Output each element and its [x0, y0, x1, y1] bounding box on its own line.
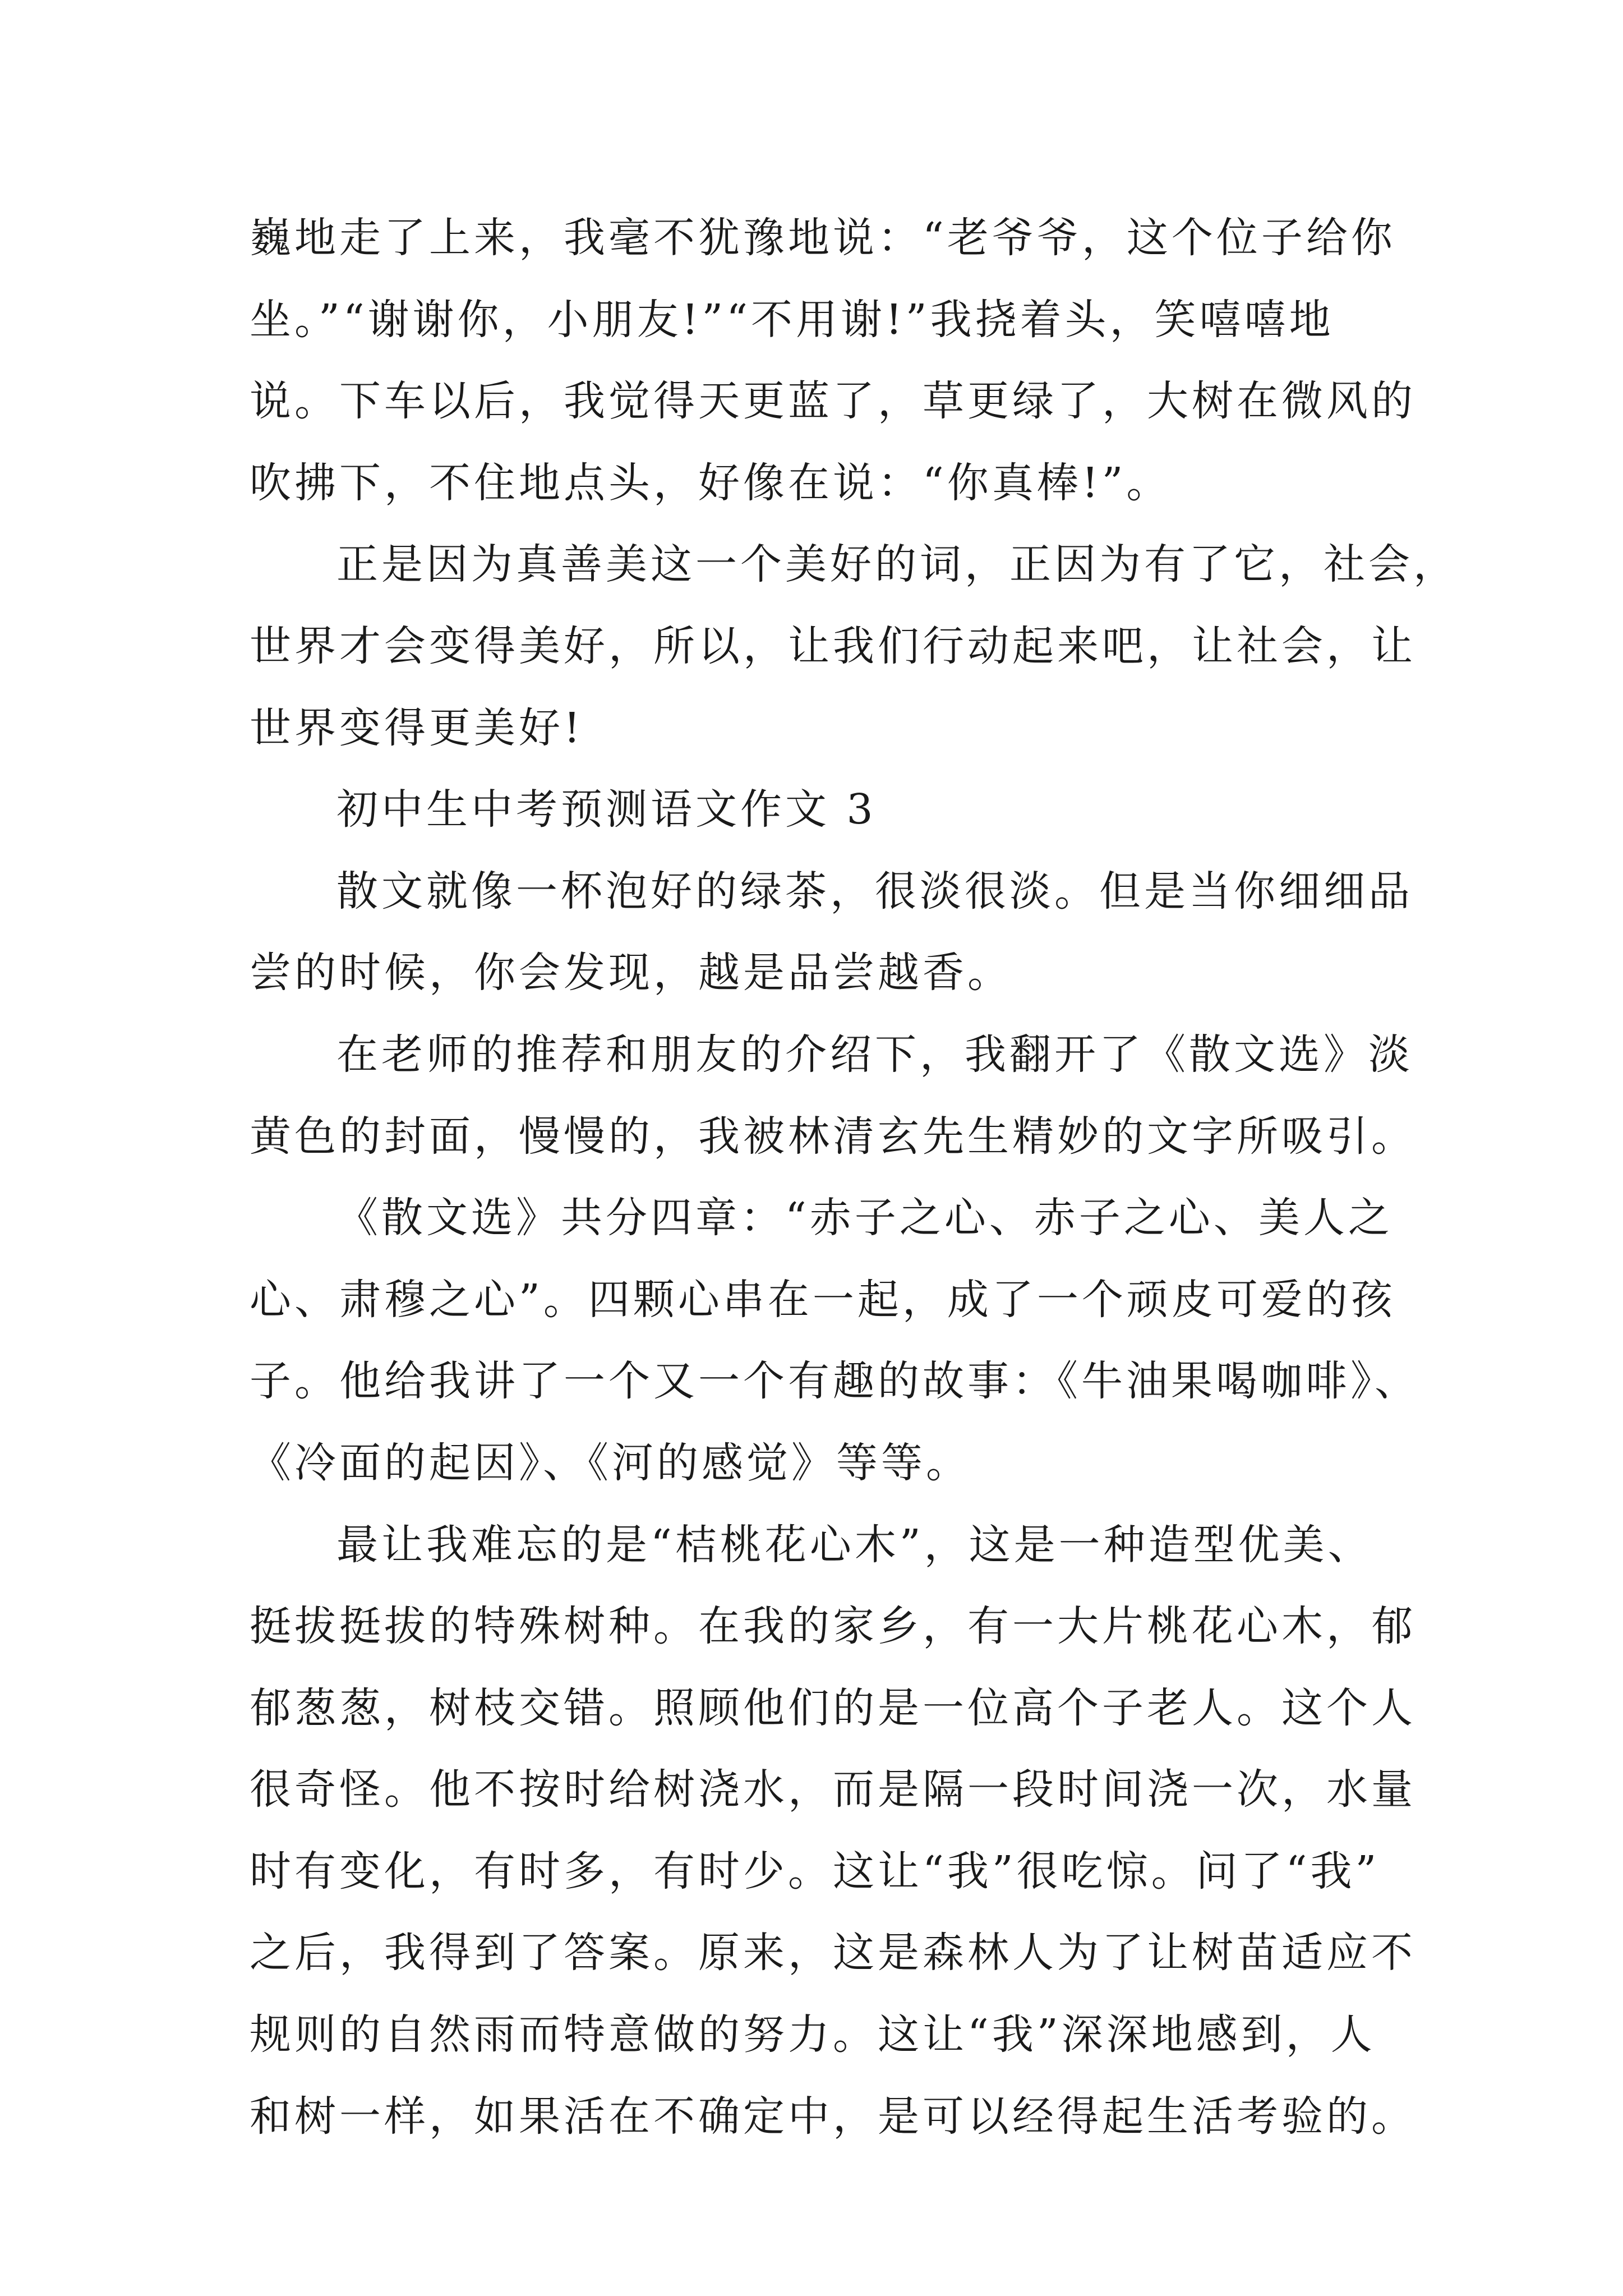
text-line: 《冷面的起因》、《河的感觉》等等。 — [250, 1438, 971, 1487]
text-line: 郁葱葱，树枝交错。照顾他们的是一位高个子老人。这个人 — [250, 1683, 1416, 1732]
text-line: 世界变得更美好! — [250, 703, 584, 752]
essay-text-body — [250, 197, 1458, 2157]
text-line: 散文就像一杯泡好的绿茶，很淡很淡。但是当你细细品 — [336, 867, 1413, 915]
text-line: 和树一样，如果活在不确定中，是可以经得起生活考验的。 — [250, 2092, 1416, 2141]
text-line: 在老师的推荐和朋友的介绍下，我翻开了《散文选》淡 — [336, 1030, 1413, 1079]
text-line: 世界才会变得美好，所以，让我们行动起来吧，让社会，让 — [250, 622, 1416, 670]
text-line: 挺拔挺拔的特殊树种。在我的家乡，有一大片桃花心木，郁 — [250, 1602, 1416, 1651]
text-line: 《散文选》共分四章：“赤子之心、赤子之心、美人之 — [336, 1194, 1393, 1243]
text-line: 很奇怪。他不按时给树浇水，而是隔一段时间浇一次，水量 — [250, 1765, 1416, 1814]
text-line: 正是因为真善美这一个美好的词，正因为有了它，社会， — [336, 540, 1458, 589]
text-line: 最让我难忘的是“桔桃花心木”，这是一种造型优美、 — [336, 1520, 1373, 1569]
text-line: 黄色的封面，慢慢的，我被林清玄先生精妙的文字所吸引。 — [250, 1112, 1416, 1161]
text-line: 尝的时候，你会发现，越是品尝越香。 — [250, 949, 1012, 997]
text-line: 初中生中考预测语文作文 3 — [336, 785, 877, 834]
text-line: 时有变化，有时多，有时少。这让“我”很吃惊。问了“我” — [250, 1847, 1380, 1895]
text-line: 说。下车以后，我觉得天更蓝了，草更绿了，大树在微风的 — [250, 377, 1416, 426]
text-line: 规则的自然雨而特意做的努力。这让“我”深深地感到，人 — [250, 2010, 1376, 2059]
text-line: 巍地走了上来，我毫不犹豫地说：“老爷爷，这个位子给你 — [250, 214, 1396, 262]
text-line: 坐。”“谢谢你，小朋友!”“不用谢!”我挠着头，笑嘻嘻地 — [250, 295, 1334, 344]
text-line: 心、肃穆之心”。四颗心串在一起，成了一个顽皮可爱的孩 — [250, 1275, 1396, 1324]
text-line: 之后，我得到了答案。原来，这是森林人为了让树苗适应不 — [250, 1929, 1416, 1977]
text-line: 吹拂下，不住地点头，好像在说：“你真棒!”。 — [250, 458, 1172, 507]
text-line: 子。他给我讲了一个又一个有趣的故事：《牛油果喝咖啡》、 — [250, 1357, 1419, 1406]
